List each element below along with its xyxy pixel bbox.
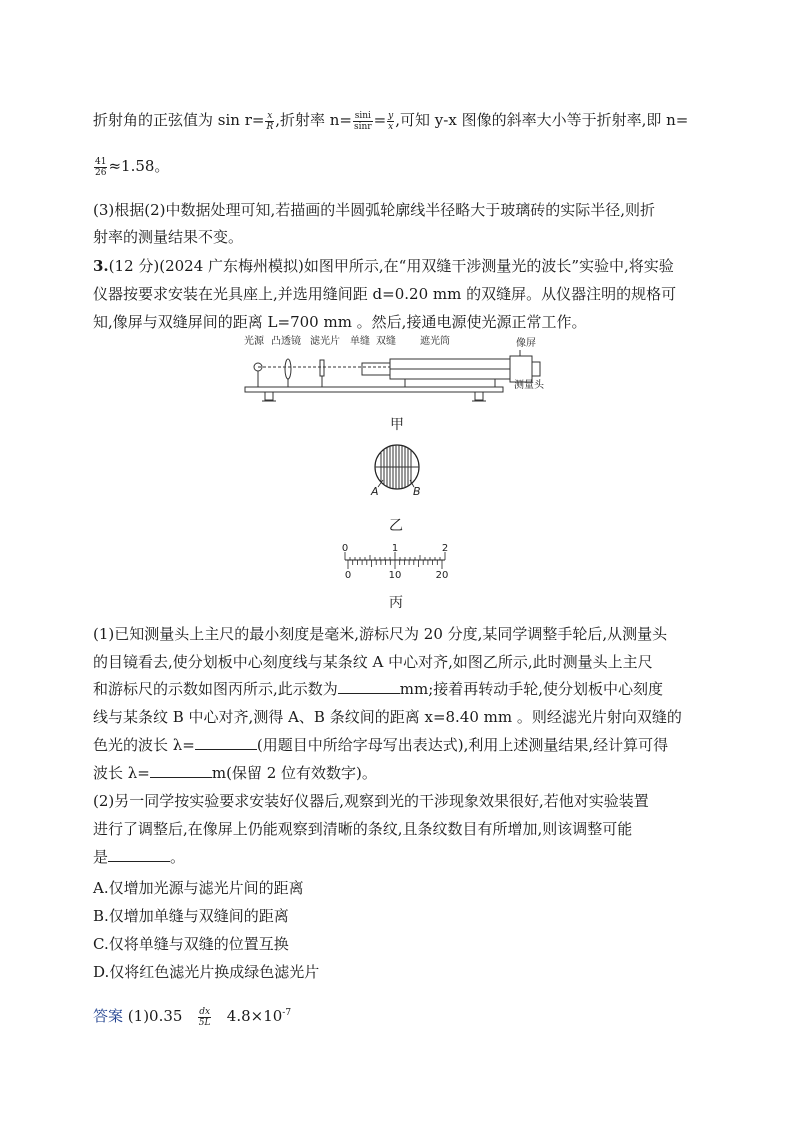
- option-b[interactable]: B.仅增加单缝与双缝间的距离: [93, 907, 289, 925]
- label-measuring-head: 测量头: [514, 380, 544, 391]
- label-double-slit: 双缝: [376, 336, 396, 347]
- fraction-numerator: y: [388, 110, 394, 121]
- option-c[interactable]: C.仅将单缝与双缝的位置互换: [93, 935, 289, 953]
- text-line: [93, 110, 688, 132]
- answer-blank[interactable]: [338, 679, 400, 694]
- text-segment: m(保留 2 位有效数字)。: [211, 764, 377, 782]
- fraction-denominator: 5L: [198, 1017, 211, 1028]
- fraction: [265, 111, 274, 132]
- text-line: [93, 763, 377, 783]
- figure-caption-bing: 丙: [389, 595, 403, 611]
- text-segment: 是: [93, 848, 109, 866]
- option-d[interactable]: D.仅将红色滤光片换成绿色滤光片: [93, 963, 320, 981]
- filter: [320, 360, 324, 376]
- text-line: [93, 156, 169, 178]
- answer-blank[interactable]: [108, 847, 170, 862]
- vernier-label-0: 0: [344, 570, 352, 581]
- answer-blank[interactable]: [195, 735, 257, 750]
- text-line: [93, 847, 185, 867]
- text-line: 线与某条纹 B 中心对齐,测得 A、B 条纹间的距离 x=8.40 mm 。则经滤光片射向双缝的: [93, 708, 682, 726]
- fraction-denominator: sinr: [353, 121, 372, 132]
- fraction-numerator: sini: [354, 110, 371, 121]
- question-line: 知,像屏与双缝屏间的距离 L=700 mm 。然后,接通电源使光源正常工作。: [93, 313, 587, 331]
- fraction-denominator: 26: [95, 167, 107, 178]
- eyepiece: [532, 362, 540, 376]
- question-line: 仪器按要求安装在光具座上,并选用缝间距 d=0.20 mm 的双缝屏。从仪器注明的规格可: [93, 285, 677, 303]
- main-label-0: 0: [341, 543, 349, 554]
- text-line: 进行了调整后,在像屏上仍能观察到清晰的条纹,且条纹数目有所增加,则该调整可能: [93, 820, 633, 838]
- bench-foot: [265, 392, 273, 400]
- figure-vernier-scale: [335, 540, 455, 585]
- fraction: [353, 111, 373, 132]
- fraction-numerator: 41: [95, 156, 107, 167]
- figure-eyepiece-view: [365, 442, 435, 502]
- option-a[interactable]: A.仅增加光源与滤光片间的距离: [93, 879, 304, 897]
- label-screen: 像屏: [516, 338, 536, 349]
- answer-part3: 4.8×10: [226, 1007, 283, 1025]
- answer-label: 答案: [93, 1007, 124, 1025]
- label-convex-lens: 凸透镜: [271, 336, 301, 347]
- fraction-denominator: x: [388, 121, 394, 132]
- label-a: A: [371, 485, 379, 498]
- label-light-source: 光源: [244, 336, 264, 347]
- label-filter: 滤光片: [310, 336, 340, 347]
- slit-holder: [362, 363, 390, 375]
- label-tube: 遮光筒: [420, 336, 450, 347]
- text-segment: 色光的波长 λ=: [93, 736, 195, 754]
- text-segment: =: [373, 111, 387, 129]
- text-line: (1)已知测量头上主尺的最小刻度是毫米,游标尺为 20 分度,某同学调整手轮后,从测量头: [93, 625, 668, 643]
- question-number: 3.: [93, 257, 109, 275]
- figure-caption-yi: 乙: [389, 518, 403, 534]
- answer-fraction: [198, 1007, 212, 1028]
- answer-part1: (1)0.35: [127, 1007, 183, 1025]
- text-segment: 和游标尺的示数如图丙所示,此示数为: [93, 680, 338, 698]
- text-line: 射率的测量结果不变。: [93, 228, 244, 246]
- vernier-label-10: 10: [388, 570, 402, 581]
- text-line: [93, 735, 668, 755]
- answer-blank[interactable]: [150, 763, 212, 778]
- main-label-2: 2: [441, 543, 449, 554]
- figure-caption-jia: 甲: [390, 417, 404, 433]
- bench-foot: [475, 392, 483, 400]
- convex-lens: [285, 359, 291, 379]
- text-segment: ,可知 y-x 图像的斜率大小等于折射率,即 n=: [395, 111, 689, 129]
- question-line: [93, 256, 674, 276]
- main-label-1: 1: [391, 543, 399, 554]
- text-segment: (用题目中所给字母写出表达式),利用上述测量结果,经计算可得: [256, 736, 669, 754]
- optical-bench: [245, 387, 503, 392]
- fraction: [94, 157, 107, 178]
- text-line: [93, 679, 663, 699]
- text-segment: ≈1.58。: [108, 157, 170, 175]
- text-line: 的目镜看去,使分划板中心刻度线与某条纹 A 中心对齐,如图乙所示,此时测量头上主尺: [93, 653, 653, 671]
- answer-line: [93, 1003, 291, 1028]
- fraction-numerator: dx: [199, 1006, 211, 1017]
- text-segment: ,折射率 n=: [275, 111, 352, 129]
- text-segment: 折射角的正弦值为 sin r=: [93, 111, 265, 129]
- vernier-label-20: 20: [435, 570, 449, 581]
- text-segment: (12 分)(2024 广东梅州模拟)如图甲所示,在“用双缝干涉测量光的波长”实验中,将实验: [108, 257, 674, 275]
- fraction: [387, 111, 394, 132]
- text-line: (3)根据(2)中数据处理可知,若描画的半圆弧轮廓线半径略大于玻璃砖的实际半径,则折: [93, 201, 656, 219]
- fraction-numerator: x: [267, 110, 273, 121]
- fraction-denominator: R: [266, 121, 274, 132]
- figure-apparatus: [240, 332, 570, 410]
- text-segment: 。: [170, 848, 186, 866]
- label-single-slit: 单缝: [350, 336, 370, 347]
- answer-exponent: -7: [282, 1008, 292, 1018]
- measuring-head: [510, 356, 532, 382]
- text-segment: mm;接着再转动手轮,使分划板中心刻度: [399, 680, 664, 698]
- text-segment: 波长 λ=: [93, 764, 150, 782]
- text-line: (2)另一同学按实验要求安装好仪器后,观察到光的干涉现象效果很好,若他对实验装置: [93, 792, 649, 810]
- label-b: B: [413, 485, 421, 498]
